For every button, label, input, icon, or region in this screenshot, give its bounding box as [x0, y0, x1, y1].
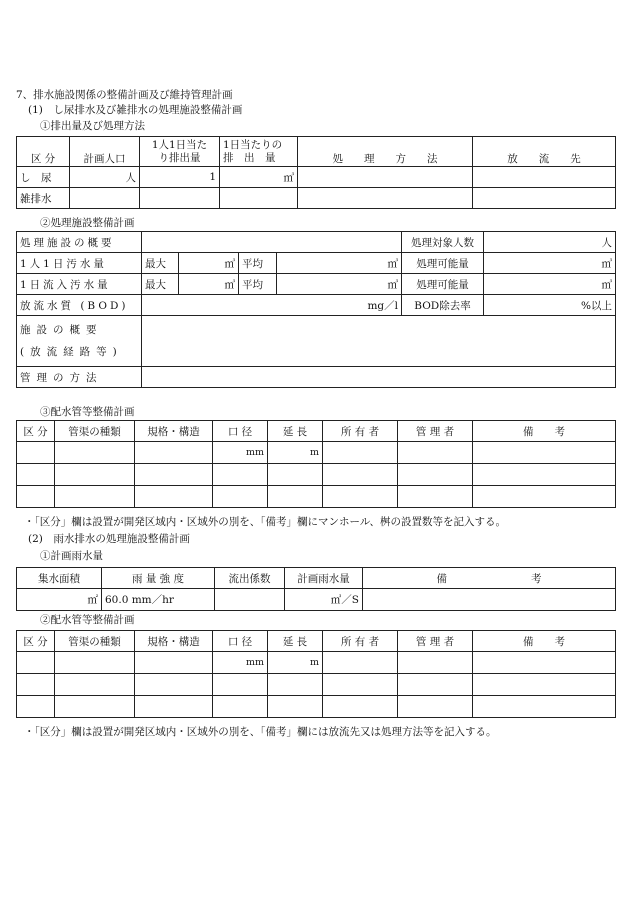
- t3-unit-mm: mm: [213, 442, 268, 464]
- pipe-table-1: [16, 420, 616, 508]
- t3-h1: 管渠の種類: [55, 421, 135, 442]
- sec2-note: ・「区分」欄は設置が開発区域内・区域外の別を、「備考」欄には放流先又は処理方法等を記入する。: [24, 726, 497, 738]
- t2-r1-unit: 人: [484, 232, 616, 253]
- sec1-sub3: ③配水管等整備計画: [40, 406, 135, 418]
- t2-r2-avg-unit: ㎥: [277, 253, 402, 274]
- t5-unit-mm: mm: [213, 652, 268, 674]
- sec1-sub2: ②処理施設整備計画: [40, 217, 135, 229]
- r1-unit-person: 人: [70, 167, 140, 188]
- t2-r3-capacity: 処理可能量: [402, 274, 484, 295]
- section-heading: 7、排水施設関係の整備計画及び維持管理計画: [16, 89, 233, 101]
- t4-unit-area: ㎡: [17, 589, 102, 611]
- t4-h4: 備 考: [363, 568, 616, 589]
- t5-unit-m: m: [268, 652, 323, 674]
- t5-h0: 区 分: [17, 631, 55, 652]
- t3-h6: 管 理 者: [398, 421, 473, 442]
- t4-unit-flow: ㎥／S: [285, 589, 363, 611]
- t2-r3-max-unit: ㎥: [179, 274, 239, 295]
- r1-unit-m3: ㎥: [220, 167, 298, 188]
- t3-h2: 規格・構造: [135, 421, 213, 442]
- sec1-note: ・「区分」欄は設置が開発区域内・区域外の別を、「備考」欄にマンホール、桝の設置数等を記入する。: [24, 516, 506, 528]
- t2-r2-max-unit: ㎥: [179, 253, 239, 274]
- discharge-table: [16, 136, 616, 209]
- t2-r4-label: 放流水質 (BOD): [17, 295, 142, 316]
- t4-h2: 流出係数: [215, 568, 285, 589]
- t2-r1-label: 処理施設の概要: [17, 232, 142, 253]
- t2-r2-cap-unit: ㎥: [484, 253, 616, 274]
- sec1-sub1: ①排出量及び処理方法: [40, 120, 145, 132]
- t2-r5-label: 施設の概要 (放流経路等): [17, 316, 142, 367]
- t2-r3-avg-unit: ㎥: [277, 274, 402, 295]
- t2-r2-label: 1人1日汚水量: [17, 253, 142, 274]
- t5-h1: 管渠の種類: [55, 631, 135, 652]
- t2-r4-unit2: %以上: [484, 295, 616, 316]
- h-kubun: 区 分: [17, 137, 70, 167]
- r2-label: 雑排水: [17, 188, 70, 209]
- t5-h6: 管 理 者: [398, 631, 473, 652]
- t3-h4: 延 長: [268, 421, 323, 442]
- sec2-sub1: ①計画雨水量: [40, 550, 103, 562]
- t2-r3-cap-unit: ㎥: [484, 274, 616, 295]
- t2-r3-label: 1日流入汚水量: [17, 274, 142, 295]
- t4-h0: 集水面積: [17, 568, 102, 589]
- t4-h1: 雨 量 強 度: [102, 568, 215, 589]
- t5-h7: 備 考: [473, 631, 616, 652]
- t2-r2-avg: 平均: [239, 253, 277, 274]
- sec2-title: (2) 雨水排水の処理施設整備計画: [28, 533, 190, 545]
- t4-h3: 計画雨水量: [285, 568, 363, 589]
- sec2-sub2: ②配水管等整備計画: [40, 614, 135, 626]
- rainwater-table: [16, 567, 616, 611]
- t3-h0: 区 分: [17, 421, 55, 442]
- t2-r3-avg: 平均: [239, 274, 277, 295]
- t3-h5: 所 有 者: [323, 421, 398, 442]
- h-keikaku: 計画人口: [70, 137, 140, 167]
- t2-r4-unit: mg／l: [142, 295, 402, 316]
- t3-h3: 口 径: [213, 421, 268, 442]
- h-perperson: 1人1日当た り排出量: [140, 137, 220, 167]
- h-method: 処 理 方 法: [298, 137, 473, 167]
- t2-r2-capacity: 処理可能量: [402, 253, 484, 274]
- t5-h3: 口 径: [213, 631, 268, 652]
- facility-table: [16, 231, 616, 388]
- t5-h5: 所 有 者: [323, 631, 398, 652]
- h-perday: 1日当たりの 排 出 量: [220, 137, 298, 167]
- t2-r1-label2: 処理対象人数: [402, 232, 484, 253]
- pipe-table-2: [16, 630, 616, 718]
- t5-h4: 延 長: [268, 631, 323, 652]
- r1-value: 1: [140, 167, 220, 188]
- r1-label: し 尿: [17, 167, 70, 188]
- t4-intensity: 60.0 mm／hr: [102, 589, 215, 611]
- t2-r3-max: 最大: [142, 274, 179, 295]
- t2-r6-label: 管理の方法: [17, 367, 142, 388]
- t5-h2: 規格・構造: [135, 631, 213, 652]
- t3-unit-m: m: [268, 442, 323, 464]
- t2-r4-label2: BOD除去率: [402, 295, 484, 316]
- sec1-title: (1) し尿排水及び雑排水の処理施設整備計画: [28, 104, 243, 116]
- t3-h7: 備 考: [473, 421, 616, 442]
- t2-r2-max: 最大: [142, 253, 179, 274]
- h-dest: 放 流 先: [473, 137, 616, 167]
